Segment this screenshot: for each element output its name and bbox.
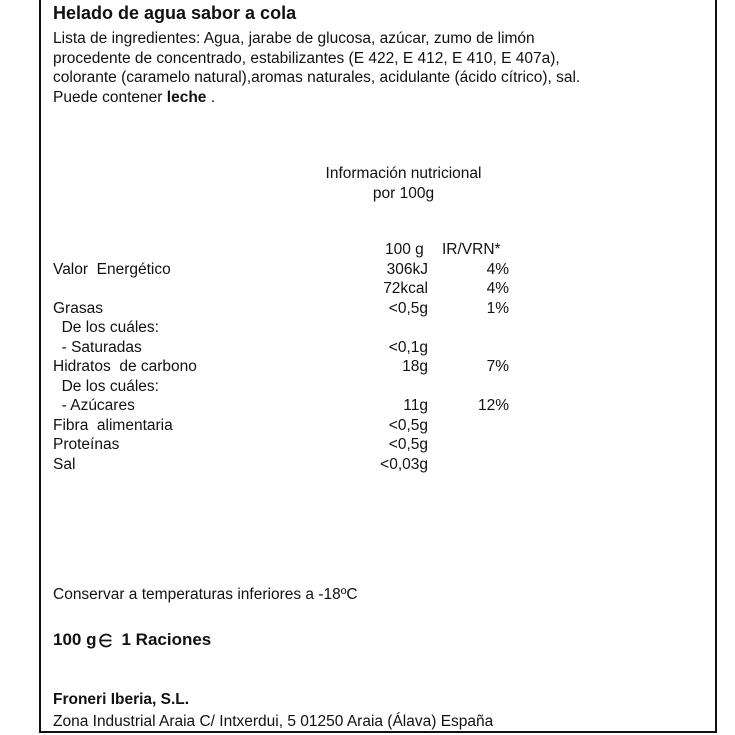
nutrition-heading-basis: por 100g (372, 185, 435, 202)
nutrient-ir-percent: 12% (477, 397, 509, 414)
storage-instructions: Conservar a temperaturas inferiores a -18ºC (53, 586, 358, 603)
ingredients-line: colorante (caramelo natural),aromas naturales, acidulante (ácido cítrico), sal. (53, 69, 581, 86)
nutrition-row (53, 299, 523, 319)
portion-weight: 100 g (53, 630, 97, 649)
allergen-prefix: Puede contener (53, 88, 167, 106)
nutrient-value: 18g (402, 358, 428, 375)
nutrition-row (53, 357, 523, 377)
nutrition-row (53, 377, 523, 397)
nutrient-label: - Saturadas (53, 338, 142, 356)
nutrient-label: Proteínas (53, 436, 120, 453)
allergen-word: leche (166, 88, 207, 106)
portion-servings: 1 Raciones (121, 630, 212, 649)
nutrition-row (53, 279, 523, 299)
nutrition-table (53, 240, 523, 474)
nutrient-value: <0,03g (380, 455, 428, 473)
company-address: Zona Industrial Araia C/ Intxerdui, 5 01250 Araia (Álava) España (53, 713, 494, 730)
nutrient-ir-percent: 7% (486, 358, 509, 375)
ingredients-block (53, 29, 693, 107)
nutrient-ir-percent: 1% (486, 299, 509, 317)
nutrition-row (53, 435, 523, 455)
nutrition-rows (53, 260, 523, 475)
nutrient-value: 72kcal (383, 280, 428, 297)
nutrition-heading (290, 164, 517, 204)
nutrition-row (53, 416, 523, 436)
nutrient-value: <0,1g (388, 338, 428, 356)
portion-info (53, 630, 211, 650)
allergen-suffix: . (206, 88, 216, 106)
column-header-value: 100 g (385, 241, 424, 258)
nutrient-value: <0,5g (388, 436, 428, 453)
nutrient-value: <0,5g (388, 416, 428, 434)
nutrition-table-header (53, 240, 523, 260)
nutrition-row (53, 318, 523, 338)
nutrient-label: De los cuáles: (53, 377, 159, 395)
ingredients-line: procedente de concentrado, estabilizantes (E 422, E 412, E 410, E 407a), (53, 49, 560, 67)
nutrient-label: - Azúcares (53, 397, 135, 414)
nutrient-label: Sal (53, 455, 76, 473)
ingredients-line: Lista de ingredientes: Agua, jarabe de glucosa, azúcar, zumo de limón (53, 30, 535, 47)
nutrient-label: Hidratos de carbono (53, 358, 197, 375)
estimated-sign-icon (98, 632, 114, 648)
nutrition-row (53, 396, 523, 416)
product-title: Helado de agua sabor a cola (53, 3, 297, 23)
nutrient-value: 306kJ (386, 260, 428, 278)
nutrient-label: Valor Energético (53, 260, 171, 278)
company-name: Froneri Iberia, S.L. (53, 691, 190, 708)
nutrient-label: De los cuáles: (53, 319, 159, 336)
nutrition-row (53, 260, 523, 280)
nutrient-label: Grasas (53, 299, 103, 317)
column-header-ir: IR/VRN* (442, 241, 501, 258)
nutrition-row (53, 338, 523, 358)
nutrition-row (53, 455, 523, 475)
allergen-statement (53, 88, 693, 108)
nutrient-ir-percent: 4% (486, 280, 509, 297)
nutrient-ir-percent: 4% (486, 260, 509, 278)
nutrient-value: <0,5g (388, 299, 428, 317)
nutrition-heading-title: Información nutricional (325, 165, 482, 182)
nutrient-value: 11g (403, 397, 428, 414)
nutrient-label: Fibra alimentaria (53, 416, 173, 434)
